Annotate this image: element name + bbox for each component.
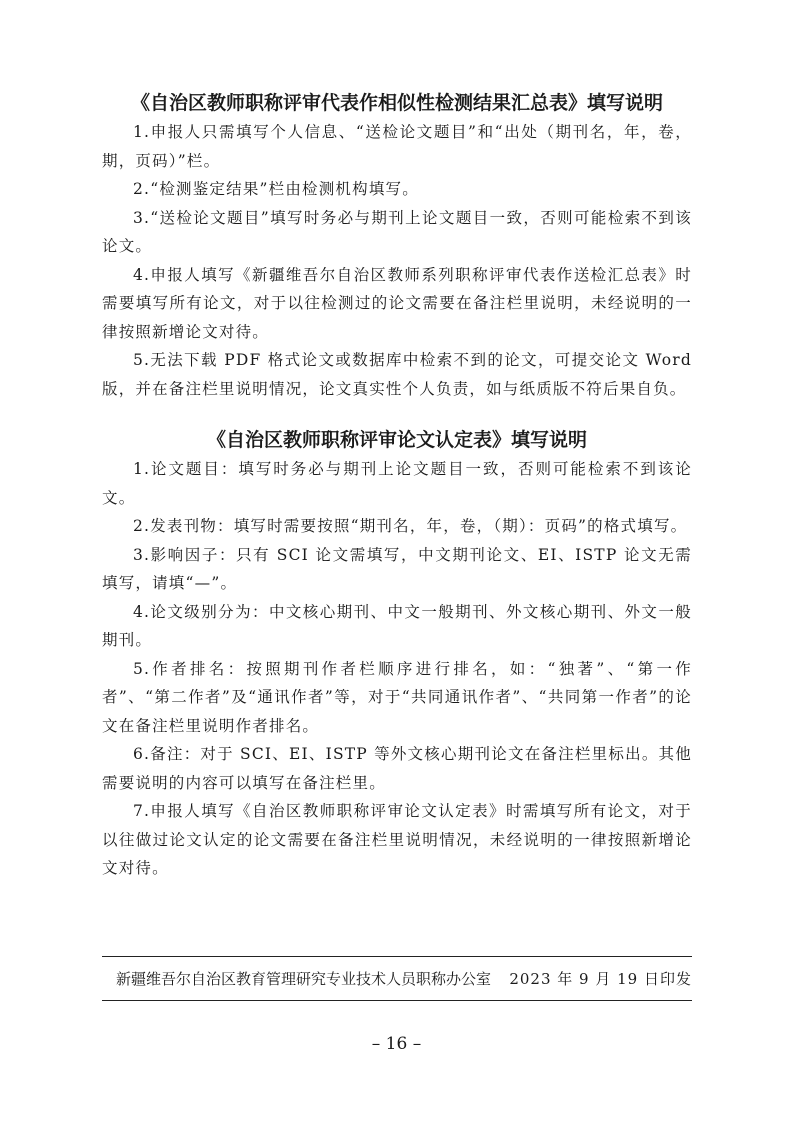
instruction-item: 7.申报人填写《自治区教师职称评审论文认定表》时需填写所有论文，对于以往做过论文认定的论文需要在备注栏里说明情况，未经说明的一律按照新增论文对待。	[102, 802, 692, 877]
section-similarity-check-items	[102, 118, 692, 403]
section-title-paper-certification: 《自治区教师职称评审论文认定表》填写说明	[206, 429, 587, 451]
page-number: – 16 –	[371, 1034, 422, 1054]
instruction-item: 3.“送检论文题目”填写时务必与期刊上论文题目一致，否则可能检索不到该论文。	[102, 208, 692, 255]
instruction-item: 6.备注：对于 SCI、EI、ISTP 等外文核心期刊论文在备注栏里标出。其他需要说明的内容可以填写在备注栏里。	[102, 745, 692, 792]
instruction-item: 4.论文级别分为：中文核心期刊、中文一般期刊、外文核心期刊、外文一般期刊。	[102, 602, 692, 649]
instruction-item: 1.论文题目：填写时务必与期刊上论文题目一致，否则可能检索不到该论文。	[102, 460, 692, 507]
footer-top-rule	[102, 956, 692, 957]
document-body	[102, 88, 692, 883]
issue-date: 2023 年 9 月 19 日印发	[509, 970, 692, 988]
instruction-item: 1.申报人只需填写个人信息、“送检论文题目”和“出处（期刊名，年，卷，期，页码）”栏。	[102, 123, 692, 170]
instruction-item: 2.“检测鉴定结果”栏由检测机构填写。	[133, 180, 419, 198]
instruction-item: 2.发表刊物：填写时需要按照“期刊名，年，卷，（期）：页码”的格式填写。	[133, 517, 688, 535]
section-title-similarity-check: 《自治区教师职称评审代表作相似性检测结果汇总表》填写说明	[130, 92, 663, 114]
instruction-item: 4.申报人填写《新疆维吾尔自治区教师系列职称评审代表作送检汇总表》时需要填写所有论文，对于以往检测过的论文需要在备注栏里说明，未经说明的一律按照新增论文对待。	[102, 265, 692, 341]
issuing-organization: 新疆维吾尔自治区教育管理研究专业技术人员职称办公室	[116, 970, 492, 988]
instruction-item: 3.影响因子：只有 SCI 论文需填写，中文期刊论文、EI、ISTP 论文无需填写，请填“—”。	[102, 545, 692, 592]
section-paper-certification-items	[102, 455, 692, 883]
footer	[102, 966, 692, 992]
instruction-item: 5.无法下载 PDF 格式论文或数据库中检索不到的论文，可提交论文 Word 版，并在备注栏里说明情况，论文真实性个人负责，如与纸质版不符后果自负。	[102, 351, 692, 398]
footer-bottom-rule	[102, 1000, 692, 1001]
instruction-item: 5.作者排名：按照期刊作者栏顺序进行排名，如：“独著”、“第一作者”、“第二作者”及“通讯作者”等，对于“共同通讯作者”、“共同第一作者”的论文在备注栏里说明作者排名。	[102, 659, 692, 735]
